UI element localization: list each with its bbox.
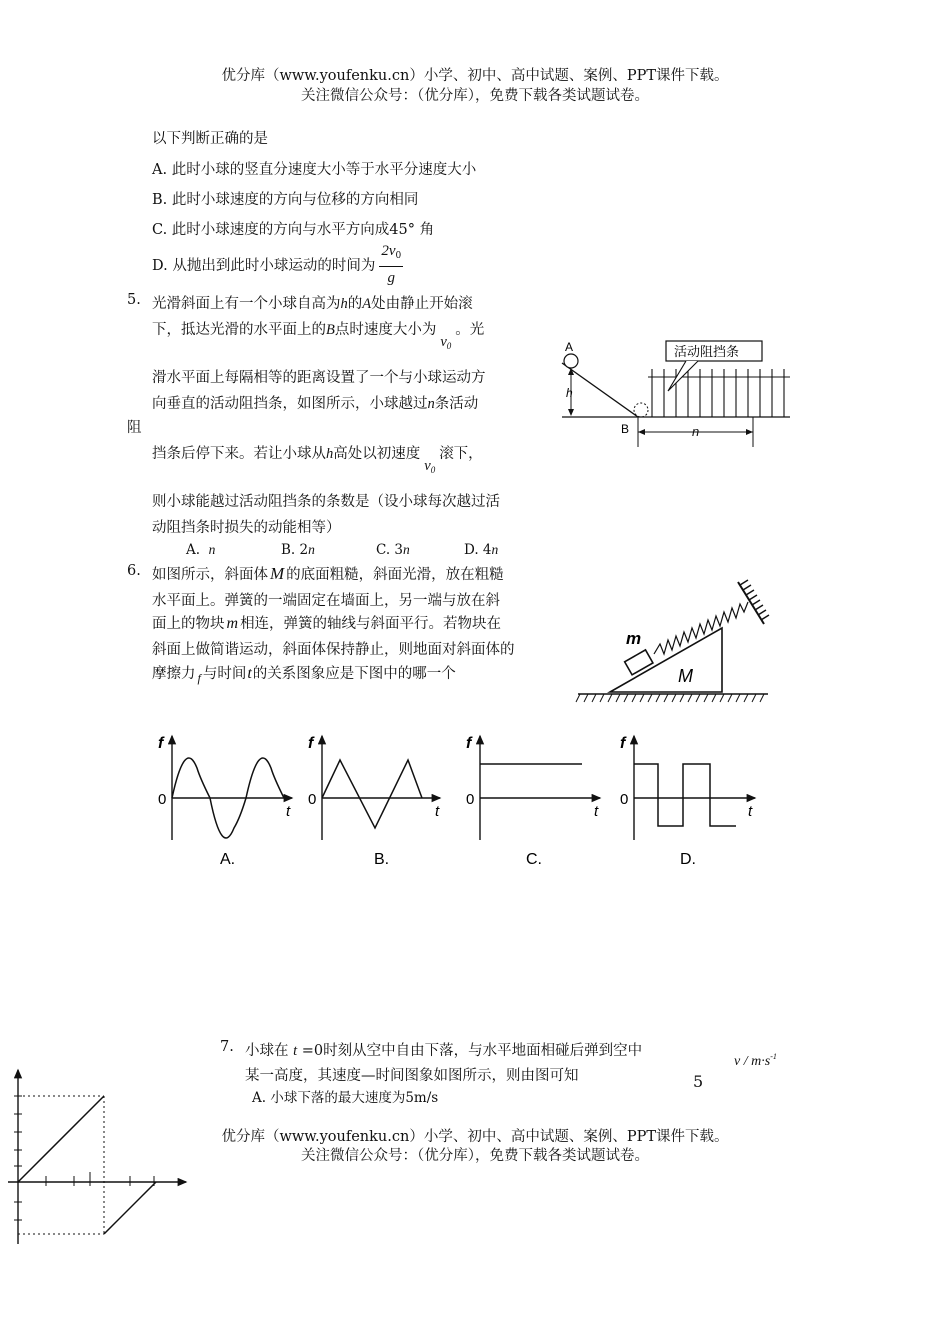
callout-pointer [668,361,698,391]
q4-option-d [152,240,403,289]
q5-l5a: 挡条后停下来。若让小球从 [152,446,326,462]
q5-number: 5. [127,292,141,308]
q5-opt-b-v: n [308,542,315,557]
ball-b [634,403,648,417]
graph-a-label: A. [220,851,236,868]
q6-line-3 [152,612,501,633]
graph-c-t: t [594,803,599,820]
q5-line-3: 滑水平面上每隔相等的距离设置了一个与小球运动方 [152,370,486,386]
q6-graphs [150,728,770,873]
q5-v-2: v [424,458,431,474]
q6-line-1 [152,563,504,584]
wall-hatch [740,580,769,620]
q7-tick-5: 5 [693,1072,704,1091]
q5-opt-c-v: n [403,542,410,557]
graph-b-f: f [308,735,314,752]
q5-option-d [464,542,498,558]
label-n: n [692,424,700,439]
fall-line [18,1096,104,1182]
q5-h-2: h [326,446,334,462]
q5-opt-a-label: A. [186,542,201,558]
graph-c-f: f [466,735,472,752]
q6-f: f [197,671,201,685]
frac-num-sub: 0 [395,251,402,261]
q6-line-5 [152,662,456,683]
graph-d-label: D. [680,851,696,868]
q4-option-a: A. 此时小球的竖直分速度大小等于水平分速度大小 [152,162,477,178]
q5-v-sub-2: 0 [430,465,436,475]
graph-a [158,735,292,868]
graph-c [466,735,600,868]
q5-opt-d-label: D. 4 [464,542,492,558]
graph-a-t: t [286,803,291,820]
q5-figure [540,335,800,450]
q5-option-a [186,542,215,558]
q5-l4b: 条活动 [434,396,479,412]
q5-l1c: 处由静止开始滚 [371,296,473,312]
q5-option-b [281,542,315,558]
header-line-2: 关注微信公众号：（优分库），免费下载各类试题试卷。 [301,88,649,104]
q6-m: m [226,615,239,632]
q5-line-1 [152,292,473,313]
q7-t: t [293,1043,298,1059]
graph-b [308,735,440,868]
footer-line-2: 关注微信公众号：（优分库），免费下载各类试题试卷。 [301,1148,649,1164]
graph-b-curve [322,760,422,828]
q4-intro: 以下判断正确的是 [152,131,268,147]
q5-l2b: 点时速度大小为 [334,322,437,338]
q5-l2c: 。光 [455,322,485,338]
label-h: h [566,386,573,400]
graph-d-t: t [748,803,753,820]
q5-option-c [376,542,410,558]
q5-v-sub: 0 [446,341,452,351]
q6-l1b: 的底面粗糙，斜面光滑，放在粗糙 [286,567,504,583]
q5-h: h [340,296,348,312]
q5-v0-2 [424,458,435,474]
q5-line-2 [152,318,485,351]
q5-l1a: 光滑斜面上有一个小球自高为 [152,296,341,312]
graph-d [620,735,755,868]
q5-line-6: 则小球能越过活动阻挡条的条数是（设小球每次越过活 [152,494,500,510]
axis-s: s [764,1054,771,1069]
q5-opt-d-v: n [491,542,499,557]
q7-vt-graph [0,1062,200,1252]
axis-v: v [734,1054,741,1069]
axis-m: m [751,1054,762,1069]
q6-l5b: 与时间 [202,666,247,682]
q4-option-b: B. 此时小球速度的方向与位移的方向相同 [152,192,419,208]
q5-line-4c: 阻 [127,420,142,436]
q5-opt-c-label: C. 3 [376,542,404,558]
q7-line-2: 某一高度，其速度—时间图象如图所示，则由图可知 [245,1068,579,1084]
q7-l1a: 小球在 [245,1043,289,1059]
axis-slash: / [743,1054,748,1069]
barriers [648,369,790,417]
q6-l5a: 摩擦力 [152,666,196,682]
q4-option-d-fraction [379,240,403,289]
q6-l3a: 面上的物块 [152,616,225,632]
footer-line-1: 优分库（www.youfenku.cn）小学、初中、高中试题、案例、PPT课件下载。 [221,1129,729,1145]
graph-a-f: f [158,735,164,752]
q5-v: v [440,334,447,350]
q5-n: n [427,396,435,412]
q5-opt-a-v: n [208,542,216,557]
incline-line [562,363,638,417]
graph-b-label: B. [374,851,390,868]
q6-figure [572,572,772,708]
q6-number: 6. [127,563,141,579]
q4-option-c: C. 此时小球速度的方向与水平方向成45° 角 [152,222,435,238]
q5-B: B [326,322,335,338]
q7-l1b: =0时刻从空中自由下落，与水平地面相碰后弹到空中 [301,1043,643,1059]
q6-line-2: 水平面上。弹簧的一端固定在墙面上，另一端与放在斜 [152,593,500,609]
q5-l5c: 滚下， [439,446,483,462]
q5-line-5 [152,442,483,475]
q5-line-7: 动阻挡条时损失的动能相等） [152,520,341,536]
graph-b-t: t [435,803,440,820]
axis-exp: -1 [770,1052,777,1061]
q6-l5c: 的关系图象应是下图中的哪一个 [252,666,456,682]
graph-d-f: f [620,735,626,752]
graph-d-zero: 0 [620,791,629,808]
label-m: m [626,629,642,648]
graph-b-zero: 0 [308,791,317,808]
frac-den: g [387,270,396,286]
q7-axis-label [734,1052,777,1070]
graph-c-zero: 0 [466,791,475,808]
q5-l2a: 下，抵达光滑的水平面上的 [152,322,326,338]
header-line-1: 优分库（www.youfenku.cn）小学、初中、高中试题、案例、PPT课件下载。 [221,68,729,84]
q7-line-1 [245,1039,642,1060]
q7-option-a: A. 小球下落的最大速度为5m/s [252,1090,439,1106]
q5-opt-b-label: B. 2 [281,542,309,558]
q6-M: M [270,564,285,583]
q5-v0 [440,334,451,350]
label-M: M [678,666,693,686]
label-a: A [565,340,574,354]
axis-dot: · [761,1054,765,1069]
q7-number: 7. [220,1039,234,1055]
t-ticks [46,1172,154,1186]
frac-num: 2v [381,243,396,259]
q5-l4a: 向垂直的活动阻挡条，如图所示，小球越过 [152,396,428,412]
q6-line-4: 斜面上做简谐运动，斜面体保持静止，则地面对斜面体的 [152,642,515,658]
q5-l1b: 的 [347,296,363,312]
q5-l5b: 高处以初速度 [333,446,421,462]
q6-l1a: 如图所示，斜面体 [152,567,268,583]
q6-t: t [247,665,252,682]
callout-text: 活动阻挡条 [674,344,740,359]
q6-l3b: 相连，弹簧的轴线与斜面平行。若物块在 [240,616,502,632]
ground-hatch [576,694,764,702]
graph-c-label: C. [526,851,542,868]
q5-A: A [362,296,372,312]
q4-option-d-text: D. 从抛出到此时小球运动的时间为 [152,258,376,274]
graph-d-curve [634,764,736,826]
label-b: B [621,422,630,436]
q5-line-4 [152,392,478,413]
rebound-line [104,1182,156,1234]
graph-a-zero: 0 [158,791,167,808]
ball-a [564,354,578,368]
